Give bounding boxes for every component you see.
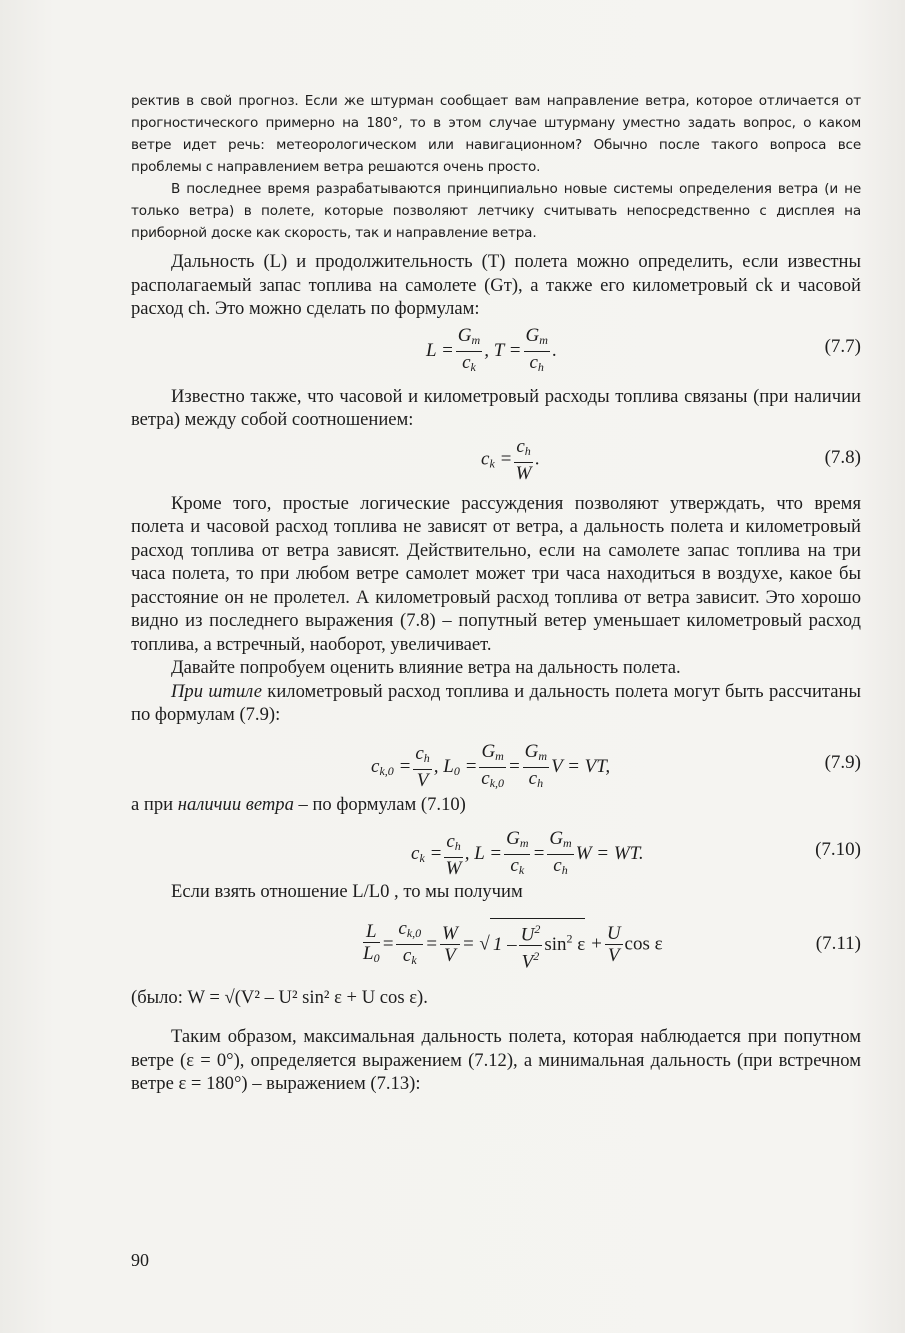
equation-7-9-number: (7.9) <box>824 751 861 773</box>
equation-7-7: L = $\frac{G_т}{c_k}$ , T = $\frac{G_т}{c_h}$ . (7.7) <box>426 324 861 374</box>
main-section <box>131 250 861 1096</box>
equation-7-11: $\frac{L}{L_0}$ = $\frac{c_{k,0}}{c_k}$ = $\frac{W}{V}$ = √ 1 – $\frac{U^2}{V^2}$ $\sin^2 \varepsilon$ + $\frac{U}{V}$ cos ε (7.11) <box>363 918 861 973</box>
paragraph-range-duration: Дальность (L) и продолжительность (T) полета можно определить, если известны располагаемый запас топлива на самолете (Gт), а также его километровый ck и часовой расход ch. Это можно сделать по формулам: <box>131 251 861 319</box>
paragraph-ratio: Если взять отношение L/L0 , то мы получим <box>171 881 523 902</box>
equation-7-9: $c_{k,0}$ = $\frac{c_h}{V}$ , $L_0$ = $\frac{G_т}{c_{k,0}}$ = $\frac{G_т}{c_h}$ V = VT, (7.9) <box>371 740 861 791</box>
page-number: 90 <box>131 1250 149 1270</box>
paragraph-calm <box>131 680 861 727</box>
with-wind-pre: а при <box>131 793 178 815</box>
calm-italic: При штиле <box>171 680 262 702</box>
paragraph-with-wind <box>131 793 861 817</box>
intro-section <box>131 90 861 244</box>
equation-7-11-number: (7.11) <box>815 932 861 954</box>
equation-7-8-number: (7.8) <box>824 446 861 468</box>
paragraph-estimate: Давайте попробуем оценить влияние ветра на дальность полета. <box>171 657 681 678</box>
intro-paragraph-1: ректив в свой прогноз. Если же штурман сообщает вам направление ветра, которое отличается от прогностического примерно на 180°, то в этом случае штурману уместно задать вопрос, о каком ветре идет речь: метеорологическом или навигационном? Обычно после такого вопроса все проблемы с направлением ветра решаются очень просто. <box>131 93 861 175</box>
with-wind-italic: наличии ветра <box>177 793 294 815</box>
calm-rest: километровый расход топлива и дальность полета могут быть рассчитаны по формулам (7.9): <box>131 680 861 725</box>
paragraph-logic: Кроме того, простые логические рассуждения позволяют утверждать, что время полета и часовой расход топлива не зависят от ветра, а дальность полета и километровый расход топлива от ветра зависят. Действительно, если на самолете запас топлива на три часа полета, то при любом ветре самолет может три часа находиться в воздухе, какое бы расстояние он не пролетел. А километровый расход топлива от ветра зависит. Это хорошо видно из последнего выражения (7.8) – попутный ветер уменьшает километровый расход топлива, а встречный, наоборот, увеличивает. <box>131 492 861 655</box>
equation-7-10-number: (7.10) <box>815 839 861 860</box>
equation-7-7-number: (7.7) <box>824 335 861 357</box>
with-wind-rest: – по формулам (7.10) <box>293 793 466 815</box>
equation-7-8: $c_k$ = $\frac{c_h}{W}$ . (7.8) <box>481 435 861 484</box>
intro-paragraph-2: В последнее время разрабатываются принципиально новые системы определения ветра (и не только ветра) в полете, которые позволяют летчику считывать непосредственно с дисплея на приборной доске как скорость, так и направление ветра. <box>131 181 861 241</box>
paragraph-was: (было: W = √(V² – U² sin² ε + U cos ε). <box>131 986 428 1008</box>
paragraph-max-min: Таким образом, максимальная дальность полета, которая наблюдается при попутном ветре (ε = 0°), определяется выражением (7.12), а минимальная дальность (при встречном ветре ε = 180°) – выражением (7.13): <box>131 1026 861 1094</box>
equation-7-10: $c_k$ = $\frac{c_h}{W}$ , L = $\frac{G_т}{c_k}$ = $\frac{G_т}{c_h}$ W = WT. (7.10) <box>411 828 861 879</box>
paragraph-consumption-relation: Известно также, что часовой и километровый расходы топлива связаны (при наличии ветра) между собой соотношением: <box>131 385 861 430</box>
